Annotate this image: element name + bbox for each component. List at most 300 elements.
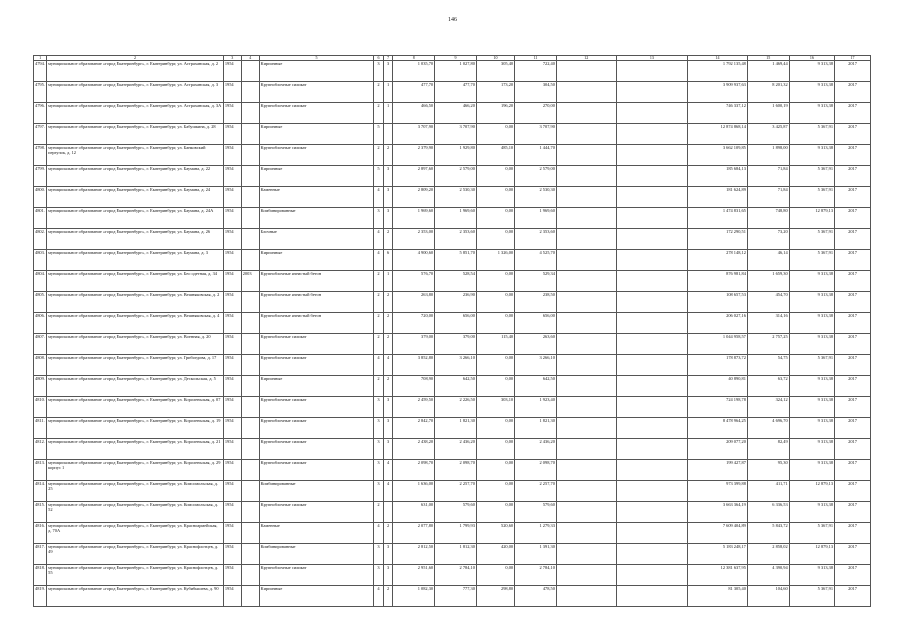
floors: 4 xyxy=(374,229,384,250)
wall-material: Кирпичные xyxy=(259,586,374,607)
year-built: 1954 xyxy=(223,460,241,481)
year-renovated xyxy=(241,103,259,124)
private-area: 2 257,70 xyxy=(515,481,557,502)
table-row xyxy=(34,208,871,229)
municipal-area: 0,00 xyxy=(476,124,514,145)
table-row xyxy=(34,292,871,313)
floors: 4 xyxy=(374,250,384,271)
year-built: 1954 xyxy=(223,481,241,502)
year-planned: 2017 xyxy=(835,586,871,607)
address-cell: муниципальное образование «город Екатеринбург», г. Екатеринбург, ул. Банковский переулок, д. 12 xyxy=(47,145,224,166)
cell-13 xyxy=(616,229,688,250)
cell-13 xyxy=(616,544,688,565)
private-area: 2 353,60 xyxy=(515,229,557,250)
wall-material: Кирпичные xyxy=(259,250,374,271)
cost-cell: 1 792 135,48 xyxy=(688,61,748,82)
address-cell: муниципальное образование «город Екатеринбург», г. Екатеринбург, ул. Вешняковская, д. 4 xyxy=(47,313,224,334)
year-planned: 2017 xyxy=(835,460,871,481)
year-renovated xyxy=(241,313,259,334)
total-area: 2 077,80 xyxy=(393,523,435,544)
address-cell: муниципальное образование «город Екатеринбург», г. Екатеринбург, ул. Военная, д. 20 xyxy=(47,334,224,355)
cost-cell: 724 198,78 xyxy=(688,397,748,418)
year-built: 1954 xyxy=(223,313,241,334)
entrances: 3 xyxy=(383,166,393,187)
year-planned: 2017 xyxy=(835,292,871,313)
floors: 2 xyxy=(374,334,384,355)
cost-cell: 81 305,40 xyxy=(688,586,748,607)
cell-12 xyxy=(556,145,616,166)
year-built: 1954 xyxy=(223,250,241,271)
wall-material: Крупноблочные силикат xyxy=(259,103,374,124)
wall-material: Кирпичные xyxy=(259,61,374,82)
wall-material: Крупноблочные силикат xyxy=(259,145,374,166)
year-planned: 2017 xyxy=(835,82,871,103)
cell-12 xyxy=(556,565,616,586)
row-number: 4803. xyxy=(34,250,47,271)
year-planned: 2017 xyxy=(835,439,871,460)
entrances: 1 xyxy=(383,103,393,124)
unit-cost: 71,84 xyxy=(747,166,789,187)
row-number: 4819. xyxy=(34,586,47,607)
row-number: 4794. xyxy=(34,61,47,82)
unit-cost: 2 858,02 xyxy=(747,544,789,565)
table-row xyxy=(34,145,871,166)
cell-12 xyxy=(556,439,616,460)
cell-12 xyxy=(556,586,616,607)
wall-material: Крупноблочные силикат xyxy=(259,439,374,460)
municipal-area: 485,10 xyxy=(476,145,514,166)
municipal-area: 0,00 xyxy=(476,502,514,523)
header-cell: 1 xyxy=(34,56,47,61)
row-number: 4811. xyxy=(34,418,47,439)
unit-cost: 314,16 xyxy=(747,313,789,334)
table-row xyxy=(34,124,871,145)
floors: 3 xyxy=(374,460,384,481)
private-area: 2 530,30 xyxy=(515,187,557,208)
total-area: 1 035,70 xyxy=(393,61,435,82)
living-area: 2 784,10 xyxy=(435,565,477,586)
floors: 2 xyxy=(374,145,384,166)
year-planned: 2017 xyxy=(835,145,871,166)
year-renovated xyxy=(241,502,259,523)
year-planned: 2017 xyxy=(835,208,871,229)
private-area: 1 923,40 xyxy=(515,397,557,418)
floors: 4 xyxy=(374,187,384,208)
total-area: 379,00 xyxy=(393,334,435,355)
unit-cost: 324,12 xyxy=(747,397,789,418)
year-planned: 2017 xyxy=(835,418,871,439)
year-planned: 2017 xyxy=(835,523,871,544)
total-area: 477,70 xyxy=(393,82,435,103)
header-cell: 11 xyxy=(515,56,557,61)
limit-cost: 9 313,38 xyxy=(789,292,834,313)
living-area: 466,20 xyxy=(435,103,477,124)
register-table xyxy=(33,55,871,607)
year-built: 1954 xyxy=(223,334,241,355)
limit-cost: 9 313,38 xyxy=(789,82,834,103)
entrances: 6 xyxy=(383,250,393,271)
municipal-area: 0,00 xyxy=(476,208,514,229)
year-planned: 2017 xyxy=(835,502,871,523)
address-cell: муниципальное образование «город Екатеринбург», г. Екатеринбург, ул. Короленьская, д. 29 корпус 1 xyxy=(47,460,224,481)
address-cell: муниципальное образование «город Екатеринбург», г. Екатеринбург, ул. Кубибышева, д. 90 xyxy=(47,586,224,607)
total-area: 2 812,50 xyxy=(393,544,435,565)
entrances: 3 xyxy=(383,208,393,229)
cell-13 xyxy=(616,124,688,145)
floors: 3 xyxy=(374,481,384,502)
cell-12 xyxy=(556,544,616,565)
year-renovated xyxy=(241,523,259,544)
floors: 2 xyxy=(374,103,384,124)
entrances: 2 xyxy=(383,334,393,355)
year-planned: 2017 xyxy=(835,271,871,292)
address-cell: муниципальное образование «город Екатеринбург», г. Екатеринбург, ул. Дескольская, д. 5 xyxy=(47,376,224,397)
row-number: 4797. xyxy=(34,124,47,145)
cell-12 xyxy=(556,271,616,292)
address-cell: муниципальное образование «город Екатеринбург», г. Екатеринбург, ул. Комсомольская, д. 52 xyxy=(47,502,224,523)
year-renovated: 2003 xyxy=(241,271,259,292)
year-built: 1954 xyxy=(223,61,241,82)
row-number: 4809. xyxy=(34,376,47,397)
private-area: 238,50 xyxy=(515,292,557,313)
private-area: 304,50 xyxy=(515,82,557,103)
cell-13 xyxy=(616,145,688,166)
address-cell: муниципальное образование «город Екатеринбург», г. Екатеринбург, ул. Бабушкина, д. 28 xyxy=(47,124,224,145)
row-number: 4815. xyxy=(34,502,47,523)
year-built: 1954 xyxy=(223,355,241,376)
wall-material: Крупноблочные ячеистый бетон xyxy=(259,271,374,292)
table-row xyxy=(34,544,871,565)
total-area: 466,50 xyxy=(393,103,435,124)
entrances: 3 xyxy=(383,61,393,82)
total-area: 1 082,30 xyxy=(393,586,435,607)
header-cell: 15 xyxy=(747,56,789,61)
living-area: 1 929,80 xyxy=(435,145,477,166)
year-built: 1954 xyxy=(223,145,241,166)
year-renovated xyxy=(241,481,259,502)
cost-cell: 178 873,72 xyxy=(688,355,748,376)
cost-cell: 12 874 868,14 xyxy=(688,124,748,145)
private-area: 4 525,70 xyxy=(515,250,557,271)
year-renovated xyxy=(241,460,259,481)
limit-cost: 5 367,91 xyxy=(789,187,834,208)
table-row xyxy=(34,376,871,397)
address-cell: муниципальное образование «город Екатеринбург», г. Екатеринбург, ул. Грибоедова, д. 17 xyxy=(47,355,224,376)
year-built: 1954 xyxy=(223,82,241,103)
year-built: 1954 xyxy=(223,523,241,544)
year-planned: 2017 xyxy=(835,166,871,187)
private-area: 1 279,33 xyxy=(515,523,557,544)
unit-cost: 748,80 xyxy=(747,208,789,229)
entrances: 3 xyxy=(383,397,393,418)
table-row xyxy=(34,397,871,418)
municipal-area: 0,00 xyxy=(476,355,514,376)
row-number: 4810. xyxy=(34,397,47,418)
limit-cost: 5 367,91 xyxy=(789,586,834,607)
header-cell: 9 xyxy=(435,56,477,61)
floors: 2 xyxy=(374,313,384,334)
limit-cost: 9 313,38 xyxy=(789,397,834,418)
wall-material: Крупноблочные ячеистый бетон xyxy=(259,313,374,334)
unit-cost: 3 425,87 xyxy=(747,124,789,145)
cell-13 xyxy=(616,103,688,124)
year-renovated xyxy=(241,292,259,313)
living-area: 1 821,30 xyxy=(435,418,477,439)
municipal-area: 0,00 xyxy=(476,166,514,187)
table-row xyxy=(34,166,871,187)
cost-cell: 973 399,88 xyxy=(688,481,748,502)
year-planned: 2017 xyxy=(835,376,871,397)
floors: 3 xyxy=(374,544,384,565)
cell-13 xyxy=(616,565,688,586)
floors: 3 xyxy=(374,439,384,460)
header-cell: 10 xyxy=(476,56,514,61)
living-area: 477,70 xyxy=(435,82,477,103)
header-cell: 13 xyxy=(616,56,688,61)
unit-cost: 1 600,19 xyxy=(747,103,789,124)
total-area: 2 842,70 xyxy=(393,418,435,439)
cell-13 xyxy=(616,271,688,292)
year-renovated xyxy=(241,397,259,418)
address-cell: муниципальное образование «город Екатеринбург», г. Екатеринбург, ул. Астраханская, д. 2 xyxy=(47,61,224,82)
limit-cost: 9 313,38 xyxy=(789,334,834,355)
row-number: 4812. xyxy=(34,439,47,460)
cell-13 xyxy=(616,187,688,208)
wall-material: Каменные xyxy=(259,187,374,208)
year-planned: 2017 xyxy=(835,103,871,124)
row-number: 4802. xyxy=(34,229,47,250)
floors: 5 xyxy=(374,166,384,187)
address-cell: муниципальное образование «город Екатеринбург», г. Екатеринбург, ул. Астраханская, д. 3 xyxy=(47,82,224,103)
cost-cell: 3 662 109,85 xyxy=(688,145,748,166)
limit-cost: 9 313,38 xyxy=(789,376,834,397)
year-renovated xyxy=(241,229,259,250)
unit-cost: 71,84 xyxy=(747,187,789,208)
wall-material: Крупноблочные ячеистый бетон xyxy=(259,292,374,313)
living-area: 642,50 xyxy=(435,376,477,397)
municipal-area: 0,00 xyxy=(476,271,514,292)
limit-cost: 5 367,91 xyxy=(789,124,834,145)
entrances: 2 xyxy=(383,376,393,397)
municipal-area: 298,80 xyxy=(476,586,514,607)
year-renovated xyxy=(241,145,259,166)
year-renovated xyxy=(241,418,259,439)
year-built: 1954 xyxy=(223,418,241,439)
private-area: 1 821,30 xyxy=(515,418,557,439)
address-cell: муниципальное образование «город Екатеринбург», г. Екатеринбург, ул. Краснофлотцев, д. 49 xyxy=(47,544,224,565)
municipal-area: 173,20 xyxy=(476,82,514,103)
cell-13 xyxy=(616,250,688,271)
limit-cost: 5 367,91 xyxy=(789,229,834,250)
living-area: 2 436,20 xyxy=(435,439,477,460)
municipal-area: 0,00 xyxy=(476,460,514,481)
unit-cost: 1 469,44 xyxy=(747,61,789,82)
table-row xyxy=(34,250,871,271)
private-area: 2 436,20 xyxy=(515,439,557,460)
cost-cell: 181 624,89 xyxy=(688,187,748,208)
municipal-area: 0,00 xyxy=(476,481,514,502)
address-cell: муниципальное образование «город Екатеринбург», г. Екатеринбург, ул. Баумана, д. 26 xyxy=(47,229,224,250)
limit-cost: 9 313,38 xyxy=(789,271,834,292)
private-area: 270,00 xyxy=(515,103,557,124)
unit-cost: 63,72 xyxy=(747,376,789,397)
living-area: 1 812,30 xyxy=(435,544,477,565)
total-area: 2 438,20 xyxy=(393,439,435,460)
year-built: 1954 xyxy=(223,124,241,145)
year-renovated xyxy=(241,124,259,145)
municipal-area: 305,40 xyxy=(476,61,514,82)
limit-cost: 5 367,91 xyxy=(789,355,834,376)
living-area: 236,90 xyxy=(435,292,477,313)
floors: 5 xyxy=(374,124,384,145)
private-area: 642,50 xyxy=(515,376,557,397)
year-built: 1954 xyxy=(223,271,241,292)
floors: 3 xyxy=(374,565,384,586)
wall-material: Крупноблочные силикат xyxy=(259,502,374,523)
unit-cost: 2 757,25 xyxy=(747,334,789,355)
year-built: 1954 xyxy=(223,397,241,418)
private-area: 579,60 xyxy=(515,502,557,523)
header-cell: 16 xyxy=(789,56,834,61)
total-area: 1 969,60 xyxy=(393,208,435,229)
row-number: 4796. xyxy=(34,103,47,124)
living-area: 1 799,93 xyxy=(435,523,477,544)
cell-12 xyxy=(556,61,616,82)
cost-cell: 108 657,53 xyxy=(688,292,748,313)
cell-13 xyxy=(616,523,688,544)
header-cell: 14 xyxy=(688,56,748,61)
unit-cost: 1 659,30 xyxy=(747,271,789,292)
private-area: 1 969,60 xyxy=(515,208,557,229)
total-area: 2 098,70 xyxy=(393,460,435,481)
address-cell: муниципальное образование «город Екатеринбург», г. Екатеринбург, ул. Короленьская, д. 21 xyxy=(47,439,224,460)
year-planned: 2017 xyxy=(835,61,871,82)
limit-cost: 9 313,38 xyxy=(789,103,834,124)
unit-cost: 104,60 xyxy=(747,586,789,607)
year-renovated xyxy=(241,208,259,229)
municipal-area: 420,00 xyxy=(476,544,514,565)
unit-cost: 46,14 xyxy=(747,250,789,271)
cost-cell: 206 027,16 xyxy=(688,313,748,334)
municipal-area: 303,10 xyxy=(476,397,514,418)
wall-material: Крупноблочные силикат xyxy=(259,460,374,481)
cell-13 xyxy=(616,208,688,229)
table-row xyxy=(34,313,871,334)
cost-cell: 8 478 964,25 xyxy=(688,418,748,439)
row-number: 4798. xyxy=(34,145,47,166)
unit-cost: 73,20 xyxy=(747,229,789,250)
floors: 4 xyxy=(374,523,384,544)
private-area: 2 098,70 xyxy=(515,460,557,481)
table-row xyxy=(34,229,871,250)
unit-cost: 8 201,32 xyxy=(747,82,789,103)
total-area: 576,70 xyxy=(393,271,435,292)
table-row xyxy=(34,82,871,103)
private-area: 2 579,00 xyxy=(515,166,557,187)
wall-material: Кирпичные xyxy=(259,124,374,145)
address-cell: муниципальное образование «город Екатеринбург», г. Екатеринбург, ул. Короленьская, д. 07 xyxy=(47,397,224,418)
year-planned: 2017 xyxy=(835,229,871,250)
cost-cell: 1 474 831,65 xyxy=(688,208,748,229)
cell-13 xyxy=(616,82,688,103)
cell-12 xyxy=(556,187,616,208)
year-built: 1954 xyxy=(223,103,241,124)
header-cell: 7 xyxy=(383,56,393,61)
year-built: 1954 xyxy=(223,166,241,187)
living-area: 777,30 xyxy=(435,586,477,607)
year-renovated xyxy=(241,565,259,586)
living-area: 2 530,30 xyxy=(435,187,477,208)
cell-13 xyxy=(616,460,688,481)
entrances xyxy=(383,124,393,145)
municipal-area: 196,20 xyxy=(476,103,514,124)
entrances: 3 xyxy=(383,439,393,460)
entrances: 2 xyxy=(383,145,393,166)
cell-13 xyxy=(616,586,688,607)
cost-cell: 12 381 637,95 xyxy=(688,565,748,586)
cell-12 xyxy=(556,355,616,376)
year-planned: 2017 xyxy=(835,313,871,334)
year-renovated xyxy=(241,61,259,82)
municipal-area: 0,00 xyxy=(476,229,514,250)
cell-12 xyxy=(556,166,616,187)
limit-cost: 12 879,13 xyxy=(789,481,834,502)
cell-12 xyxy=(556,124,616,145)
row-number: 4816. xyxy=(34,523,47,544)
living-area: 528,54 xyxy=(435,271,477,292)
entrances: 4 xyxy=(383,355,393,376)
year-planned: 2017 xyxy=(835,187,871,208)
floors: 3 xyxy=(374,208,384,229)
row-number: 4799. xyxy=(34,166,47,187)
unit-cost: 82,49 xyxy=(747,439,789,460)
cell-12 xyxy=(556,523,616,544)
private-area: 263,60 xyxy=(515,334,557,355)
unit-cost: 95,30 xyxy=(747,460,789,481)
cell-12 xyxy=(556,103,616,124)
cell-13 xyxy=(616,313,688,334)
header-cell: 6 xyxy=(374,56,384,61)
cell-12 xyxy=(556,250,616,271)
municipal-area: 0,00 xyxy=(476,187,514,208)
cell-12 xyxy=(556,334,616,355)
table-row xyxy=(34,586,871,607)
unit-cost: 411,71 xyxy=(747,481,789,502)
row-number: 4800. xyxy=(34,187,47,208)
cost-cell: 3 909 937,63 xyxy=(688,82,748,103)
limit-cost: 9 313,38 xyxy=(789,61,834,82)
address-cell: муниципальное образование «город Екатеринбург», г. Екатеринбург, ул. Баумана, д. 24 xyxy=(47,187,224,208)
limit-cost: 9 313,38 xyxy=(789,313,834,334)
entrances: 3 xyxy=(383,565,393,586)
entrances: 3 xyxy=(383,187,393,208)
cell-13 xyxy=(616,418,688,439)
cell-13 xyxy=(616,439,688,460)
municipal-area: 0,00 xyxy=(476,376,514,397)
municipal-area: 0,00 xyxy=(476,439,514,460)
cost-cell: 209 077,20 xyxy=(688,439,748,460)
municipal-area: 0,00 xyxy=(476,292,514,313)
wall-material: Блочные xyxy=(259,229,374,250)
cost-cell: 278 148,12 xyxy=(688,250,748,271)
cost-cell: 876 981,84 xyxy=(688,271,748,292)
cell-13 xyxy=(616,397,688,418)
cell-12 xyxy=(556,82,616,103)
private-area: 656,00 xyxy=(515,313,557,334)
cost-cell: 185 684,13 xyxy=(688,166,748,187)
year-built: 1954 xyxy=(223,502,241,523)
table-row xyxy=(34,523,871,544)
